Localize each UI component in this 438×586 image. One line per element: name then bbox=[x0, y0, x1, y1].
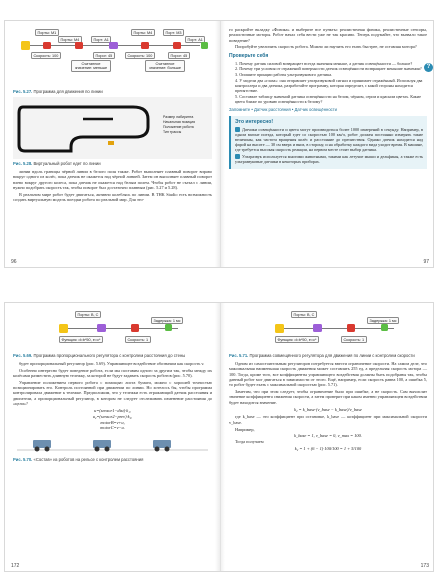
paragraph: Одним из самостоятельным регуляторов потребуется ввести ограничение скорости. На самом деле, что максимальная наименьшая скорость движения может составлять 255 ед, а предельная скорость мотора — 100. Тогда, кроме того, все коэффициенты управляющего воздействия должны быть подобраны так, чтобы данный робот мог двигаться в зависимости от этого. Ещё, например, если скорость равна 100, а ошибка 5, то робот будет ехать с максимальной скоростью (рис. 5.71). bbox=[229, 361, 427, 388]
caption-number: Рис. 5.69. bbox=[13, 353, 33, 358]
paragraph: Например, bbox=[235, 426, 255, 432]
question-item: 4. У модели два «глаза»: она отправляет ультразвуковой сигнал и принимает отражённый. Используя два контроллера и два датчика, разработайте программу, которая определит, с какой стороны находится препятствие. bbox=[235, 77, 423, 93]
paragraph: Управление положением первого робота с помощью листа бумаги, можно с хорошей точностью позиционировать его. Контроль постоянной при движении по линии. Но хотелось бы, чтобы программа контролировала движение к тележке. Предположим, что у тележки есть отражающий датчик расстояния и двигатели, а пропорциональный регулятор, в котором не следует отслеживать изменение расстояния до «цели»? bbox=[13, 379, 212, 407]
caption-text: Программа совмещённого регулятора для движения по линии с контролем скорости bbox=[249, 353, 415, 358]
formula-result: k₂ = 1 + (6 − 1)·100/100 = 1 + 5/100 bbox=[294, 445, 362, 451]
questions-list bbox=[229, 61, 427, 104]
node-read-more: Считанное значение: больше bbox=[145, 60, 185, 72]
node-port-a2: Порт: A1 bbox=[185, 36, 205, 43]
paragraph: Тогда получаем bbox=[235, 438, 264, 444]
node-read-less: Считанное значение: меньше bbox=[71, 60, 111, 72]
caption-text: Программа пропорционального регулятора с контролем расстояния до стены bbox=[33, 353, 186, 358]
page-number: 96 bbox=[11, 259, 17, 265]
question-icon: ? bbox=[424, 63, 433, 72]
body-text bbox=[229, 439, 427, 444]
formula-line: u=(sensor1−dist)·k₁, bbox=[94, 408, 131, 414]
formula-example: k_base = 1, v_base = 0, v_max = 100. bbox=[294, 433, 362, 439]
block-red-2 bbox=[75, 42, 83, 49]
block-green bbox=[165, 324, 172, 331]
formula-main: k₂ = k_base·(v_base − k_base)/v_base bbox=[294, 406, 362, 412]
node-threshold: Порог: 45 bbox=[93, 52, 115, 59]
block-yellow bbox=[59, 324, 68, 333]
body-text bbox=[229, 27, 427, 50]
legend-item-1: Начальная позиция bbox=[163, 120, 195, 124]
body-text bbox=[229, 414, 427, 431]
node-port-m4: Порты: M4 bbox=[58, 36, 82, 43]
block-red-3 bbox=[141, 42, 149, 49]
questions-heading: Проверьте себя bbox=[229, 52, 269, 59]
info-paragraph: Датчики освещённости и цвета могут производиться более 1000 измерений в секунду. Например, в одном вагоне поезда, который едет со скоростью 100 км/ч, робот должен постоянно измерять такие величины, как частота вращения колёс и расстояние до препятствия. Однако датчик находится над фарой на высоте — 30 см вверх и вниз, в сторону, и на обработку каждого вида уходит время. В машине, где требуется высокая скорость реакции, на первом месте стоит выбор датчика. bbox=[235, 126, 423, 153]
page-97 bbox=[220, 21, 435, 267]
wire bbox=[68, 328, 178, 329]
formula-block bbox=[13, 408, 212, 430]
question-item: 3. Опишите принцип работы ультразвукового датчика. bbox=[235, 72, 333, 78]
caption-5-27 bbox=[13, 89, 212, 94]
question-item: 1. Почему датчик силовой возвращает всегда значения меньше, а датчик освещённости — больше? bbox=[235, 60, 413, 66]
paragraph: линии вдоль границы чёрной линии в белого поля также. Робот выполняет плавный поворот вправо вокруг одного из колёс, пока датчик не окажется над чёрной линией. Затем он выполняет плавный поворот влево вокруг другого колеса, пока датчик не окажется над белым полем. Чтобы робот не съехал с линии, нужно подобрать скорость так, чтобы поворот был достаточно плавным (рис. 5.27 и 5.28). bbox=[13, 169, 212, 190]
interesting-box bbox=[229, 116, 427, 170]
block-red bbox=[347, 324, 355, 332]
paragraph: Заметим, что при этом следует, чтобы ограничение было при ошибке, а не скорость. Сам вычислит значение коэффициента снижения скорости, а затем проверит при каком именно управляющем воздействии будет находится значение. bbox=[229, 388, 427, 405]
block-green bbox=[381, 324, 388, 331]
node-port-m3: Порт: M3 bbox=[163, 29, 184, 36]
block-purple bbox=[97, 324, 106, 332]
node-speed: Скорость: 1 bbox=[125, 336, 151, 343]
caption-text: Виртуальный робот едет по линии bbox=[33, 161, 101, 166]
paragraph: Особенно интересно будет поведение робота, если мы поставим одного за другим так, чтобы между их колёсами разместить длинную тележку, за которой не будут задавать скорость роботов (рис. 5.70). bbox=[13, 367, 212, 379]
node-port-m1: Порты: M1 bbox=[35, 29, 59, 36]
node-port-m4-b: Порты: M4 bbox=[131, 29, 155, 36]
block-red-4 bbox=[173, 42, 181, 49]
keywords-line: Запомните • Датчик расстояния • Датчик освещённости bbox=[229, 106, 338, 112]
caption-text: «Состав» из роботов на рельсе с контролем расстояния bbox=[33, 456, 144, 462]
caption-number: Рис. 5.70. bbox=[13, 456, 33, 462]
caption-5-69 bbox=[13, 353, 212, 358]
caption-5-70 bbox=[13, 457, 212, 462]
block-red-1 bbox=[43, 42, 51, 49]
figure-5-27 bbox=[13, 27, 212, 87]
formula-line: u₂=(sensor2−prev)·k₂, bbox=[92, 413, 133, 419]
question-item: 2. Почему три условия от отражений поверхности датчик освещённости возвращает меньшие значения? bbox=[235, 66, 422, 72]
caption-number: Рис. 5.28. bbox=[13, 161, 33, 166]
paragraph: Попробуйте увеличить скорость робота. Можно ли научить его ехать быстрее, не оставляя мотора? bbox=[235, 44, 417, 50]
node-delay: Задержка: 1 мс bbox=[367, 317, 399, 324]
page-number: 173 bbox=[420, 563, 429, 569]
caption-number: Рис. 5.71. bbox=[229, 353, 249, 358]
node-speed-1: Скорость: 100 bbox=[31, 52, 61, 59]
formula-line: motorB=v+u, bbox=[100, 419, 125, 425]
figure-5-70 bbox=[13, 433, 212, 455]
block-green bbox=[201, 42, 208, 49]
page-172 bbox=[5, 303, 220, 571]
book-spread-top bbox=[4, 20, 434, 268]
figure-5-28 bbox=[13, 97, 212, 159]
body-text bbox=[13, 361, 212, 406]
node-function: Функция: d=b*50, e=c* bbox=[275, 336, 319, 343]
figure-5-71 bbox=[229, 309, 427, 351]
caption-5-28 bbox=[13, 161, 212, 166]
block-yellow bbox=[275, 324, 284, 333]
wire bbox=[284, 328, 394, 329]
node-ports: Порты: B, C bbox=[75, 311, 101, 318]
page-number: 172 bbox=[11, 563, 20, 569]
block-purple bbox=[109, 42, 118, 49]
node-port-a: Порт: A1 bbox=[91, 36, 111, 43]
node-function: Функция: d=b*50, e=c* bbox=[59, 336, 103, 343]
block-yellow bbox=[21, 41, 30, 50]
robot-train-illustration bbox=[13, 433, 212, 455]
legend-panel bbox=[163, 115, 211, 135]
legend-item-2: Положение робота bbox=[163, 125, 194, 129]
page-96 bbox=[5, 21, 220, 267]
legend-item-3: Тип трассы bbox=[163, 130, 182, 134]
figure-5-69 bbox=[13, 309, 212, 351]
page-173 bbox=[220, 303, 435, 571]
interesting-title: Это интересно! bbox=[235, 118, 273, 125]
node-speed: Скорость: 1 bbox=[341, 336, 367, 343]
caption-text: Программа для движения по линии bbox=[33, 89, 103, 94]
block-red bbox=[131, 324, 139, 332]
info-paragraph: Ультразвук используется многими животными, такими как летучие мыши и дельфины, а также есть ультразвуковые датчики в некоторых приборах. bbox=[235, 154, 423, 165]
page-number: 97 bbox=[423, 259, 429, 265]
caption-number: Рис. 5.27. bbox=[13, 89, 33, 94]
paragraph: В реальном мире робот будет двигаться, активно колеблясь по линии. В THK Studio есть возможность создать виртуальную модель поездки робота по реальной мир. Для это- bbox=[13, 191, 212, 202]
legend-item-0: Размер лабиринта bbox=[163, 115, 194, 119]
body-text bbox=[13, 169, 212, 202]
block-purple bbox=[313, 324, 322, 332]
caption-5-71 bbox=[229, 353, 427, 358]
body-text bbox=[229, 361, 427, 405]
formula-line: motorC=v−u. bbox=[100, 425, 125, 431]
book-spread-bottom bbox=[4, 302, 434, 572]
paragraph: го раскройте вкладку «Физика» и выберите все пункты: реалистичная физика, реалистичные сенсоры, реалистичные моторы. Робот начал себя вести уже не так красиво. Теперь подумайте, что вызвало такое поведение? bbox=[229, 27, 427, 43]
node-speed-2: Скорость: 100 bbox=[125, 52, 155, 59]
node-ports: Порты: B, C bbox=[291, 311, 317, 318]
paragraph: будет пропорциональный регулятор (рис. 5.69). Управляющее воздействие обозначим как скорость v. bbox=[19, 361, 205, 366]
node-threshold-2: Порог: 45 bbox=[168, 52, 190, 59]
paragraph: где k_base — это коэффициент при остановке, k_base — коэффициент при максимальной скорости v_base. bbox=[229, 414, 427, 425]
question-item: 5. Составьте таблицу значений датчика освещённости на белом, чёрном, сером и красном цветах. Какие цвета ближе по уровню освещённости к белому? bbox=[235, 93, 421, 104]
node-delay: Задержка: 1 мс bbox=[151, 317, 183, 324]
